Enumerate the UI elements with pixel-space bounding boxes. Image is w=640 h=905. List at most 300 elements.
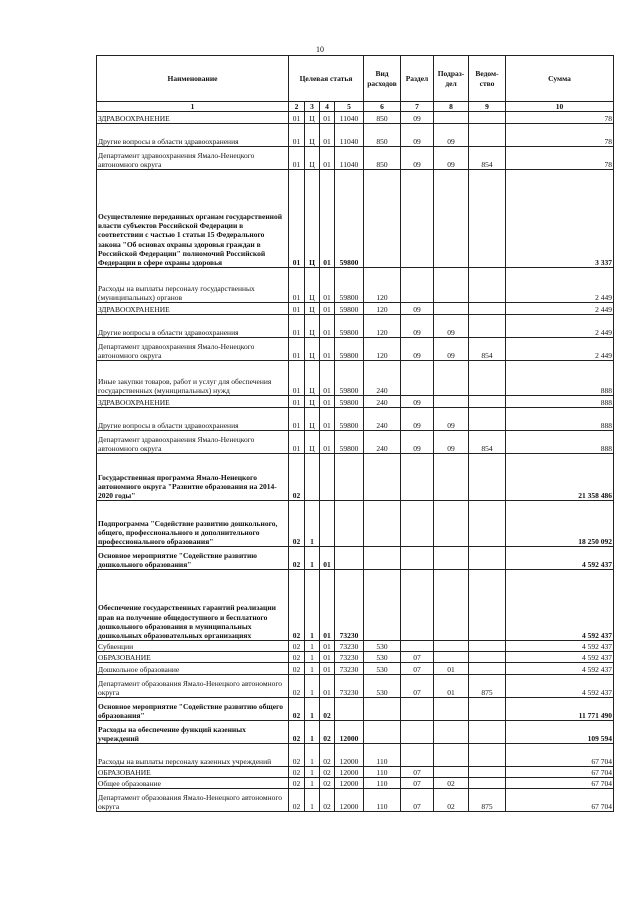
subsection-code: 09 <box>434 315 469 338</box>
column-number: 10 <box>506 102 614 112</box>
table-row <box>97 641 614 652</box>
row-name: Основное мероприятие "Содействие развитию общего образования" <box>97 698 289 721</box>
table-row <box>97 315 614 338</box>
department-code <box>469 721 506 744</box>
section-code: 07 <box>401 663 434 675</box>
row-name: Департамент образования Ямало-Ненецкого автономного округа <box>97 675 289 698</box>
expense-type-code: 850 <box>364 124 401 147</box>
amount-value: 4 592 437 <box>506 652 614 663</box>
target-code-3: 01 <box>320 570 335 641</box>
table-row <box>97 408 614 431</box>
target-code-2: 1 <box>305 721 320 744</box>
row-name: Департамент образования Ямало-Ненецкого автономного округа <box>97 789 289 812</box>
section-code: 07 <box>401 789 434 812</box>
target-code-3: 01 <box>320 652 335 663</box>
department-code: 854 <box>469 431 506 454</box>
target-code-2: 1 <box>305 547 320 570</box>
subsection-code: 02 <box>434 778 469 789</box>
target-code-2: 1 <box>305 663 320 675</box>
target-code-2: 1 <box>305 789 320 812</box>
amount-value: 21 358 486 <box>506 454 614 501</box>
department-code <box>469 408 506 431</box>
row-name: Другие вопросы в области здравоохранения <box>97 408 289 431</box>
section-code: 07 <box>401 767 434 778</box>
subsection-code <box>434 652 469 663</box>
subsection-code <box>434 112 469 124</box>
target-code-2 <box>305 454 320 501</box>
amount-value: 4 592 437 <box>506 675 614 698</box>
department-code <box>469 501 506 547</box>
target-code-2: Ц <box>305 112 320 124</box>
target-code-2: Ц <box>305 303 320 315</box>
table-row <box>97 744 614 767</box>
expense-type-code: 530 <box>364 652 401 663</box>
target-code-4: 12000 <box>335 778 364 789</box>
expense-type-code: 240 <box>364 431 401 454</box>
section-code: 09 <box>401 338 434 361</box>
row-name: Основное мероприятие "Содействие развитию дошкольного образования" <box>97 547 289 570</box>
target-code-1: 02 <box>289 641 305 652</box>
department-code <box>469 547 506 570</box>
table-row <box>97 170 614 268</box>
target-code-1: 01 <box>289 396 305 408</box>
amount-value: 888 <box>506 431 614 454</box>
department-code <box>469 663 506 675</box>
subsection-code: 01 <box>434 675 469 698</box>
target-code-2: Ц <box>305 361 320 396</box>
target-code-4: 59800 <box>335 303 364 315</box>
subsection-code: 09 <box>434 147 469 170</box>
subsection-code <box>434 501 469 547</box>
section-code <box>401 361 434 396</box>
expense-type-code: 120 <box>364 315 401 338</box>
section-code <box>401 570 434 641</box>
amount-value: 2 449 <box>506 315 614 338</box>
target-code-2: Ц <box>305 396 320 408</box>
target-code-1: 01 <box>289 303 305 315</box>
target-code-1: 01 <box>289 112 305 124</box>
section-code <box>401 268 434 303</box>
target-code-1: 01 <box>289 268 305 303</box>
amount-value: 18 250 092 <box>506 501 614 547</box>
section-code: 09 <box>401 431 434 454</box>
amount-value: 4 592 437 <box>506 547 614 570</box>
expense-type-code: 530 <box>364 641 401 652</box>
target-code-3: 01 <box>320 268 335 303</box>
target-code-4: 12000 <box>335 721 364 744</box>
row-name: Другие вопросы в области здравоохранения <box>97 124 289 147</box>
table-row <box>97 303 614 315</box>
table-row <box>97 454 614 501</box>
expense-type-code <box>364 170 401 268</box>
subsection-code: 09 <box>434 338 469 361</box>
target-code-2: 1 <box>305 675 320 698</box>
target-code-2: Ц <box>305 315 320 338</box>
department-code <box>469 652 506 663</box>
budget-table <box>96 55 614 812</box>
expense-type-code: 240 <box>364 361 401 396</box>
amount-value: 888 <box>506 408 614 431</box>
target-code-4: 73230 <box>335 675 364 698</box>
expense-type-code: 850 <box>364 147 401 170</box>
target-code-4: 11040 <box>335 112 364 124</box>
target-code-1: 01 <box>289 431 305 454</box>
target-code-1: 02 <box>289 547 305 570</box>
section-code: 09 <box>401 147 434 170</box>
target-code-3: 02 <box>320 698 335 721</box>
table-row <box>97 663 614 675</box>
target-code-2: Ц <box>305 124 320 147</box>
target-code-3: 01 <box>320 641 335 652</box>
table-row <box>97 698 614 721</box>
target-code-3: 01 <box>320 361 335 396</box>
section-code: 09 <box>401 408 434 431</box>
subsection-code <box>434 744 469 767</box>
section-code: 07 <box>401 652 434 663</box>
target-code-1: 02 <box>289 501 305 547</box>
column-number: 4 <box>320 102 335 112</box>
column-number-row <box>97 102 614 112</box>
row-name: Расходы на обеспечение функций казенных учреждений <box>97 721 289 744</box>
row-name: Расходы на выплаты персоналу государственных (муниципальных) органов <box>97 268 289 303</box>
target-code-1: 02 <box>289 454 305 501</box>
target-code-1: 02 <box>289 663 305 675</box>
target-code-3: 01 <box>320 663 335 675</box>
row-name: Осуществление переданных органам государственной власти субъектов Российской Федерации в соответствии с частью 1 статьи 15 Федерального закона "Об основах охраны здоровья граждан в Российской Федерации" полномочий Российской Федерации в сфере охраны здоровья <box>97 170 289 268</box>
target-code-1: 02 <box>289 778 305 789</box>
column-number: 5 <box>335 102 364 112</box>
amount-value: 67 704 <box>506 789 614 812</box>
target-code-1: 01 <box>289 361 305 396</box>
table-row <box>97 547 614 570</box>
subsection-code: 09 <box>434 408 469 431</box>
row-name: Подпрограмма "Содействие развитию дошкольного, общего, профессионального и дополнительного профессионального образования" <box>97 501 289 547</box>
subsection-code: 09 <box>434 124 469 147</box>
subsection-code: 09 <box>434 431 469 454</box>
target-code-4: 59800 <box>335 361 364 396</box>
department-code: 854 <box>469 338 506 361</box>
amount-value: 67 704 <box>506 778 614 789</box>
subsection-code <box>434 767 469 778</box>
target-code-2: Ц <box>305 147 320 170</box>
row-name: ОБРАЗОВАНИЕ <box>97 767 289 778</box>
department-code <box>469 361 506 396</box>
subsection-code <box>434 361 469 396</box>
expense-type-code: 110 <box>364 778 401 789</box>
target-code-3: 01 <box>320 147 335 170</box>
amount-value: 2 449 <box>506 303 614 315</box>
header-section: Раздел <box>401 56 434 102</box>
table-row <box>97 124 614 147</box>
row-name: Департамент здравоохранения Ямало-Ненецкого автономного округа <box>97 431 289 454</box>
table-row <box>97 112 614 124</box>
subsection-code <box>434 721 469 744</box>
expense-type-code: 530 <box>364 663 401 675</box>
department-code: 854 <box>469 147 506 170</box>
section-code <box>401 454 434 501</box>
target-code-2: 1 <box>305 744 320 767</box>
target-code-2: 1 <box>305 778 320 789</box>
expense-type-code: 110 <box>364 789 401 812</box>
target-code-4: 59800 <box>335 408 364 431</box>
expense-type-code <box>364 698 401 721</box>
department-code: 875 <box>469 789 506 812</box>
section-code: 09 <box>401 124 434 147</box>
subsection-code <box>434 303 469 315</box>
amount-value: 78 <box>506 147 614 170</box>
target-code-2: Ц <box>305 170 320 268</box>
target-code-1: 02 <box>289 721 305 744</box>
page-number: 10 <box>316 45 324 54</box>
target-code-4 <box>335 698 364 721</box>
target-code-1: 02 <box>289 570 305 641</box>
amount-value: 11 771 490 <box>506 698 614 721</box>
amount-value: 4 592 437 <box>506 663 614 675</box>
expense-type-code <box>364 547 401 570</box>
target-code-1: 01 <box>289 338 305 361</box>
target-code-1: 02 <box>289 767 305 778</box>
subsection-code <box>434 454 469 501</box>
expense-type-code: 120 <box>364 303 401 315</box>
section-code: 09 <box>401 315 434 338</box>
table-row <box>97 652 614 663</box>
target-code-3 <box>320 454 335 501</box>
header-expense-type: Вид расходов <box>364 56 401 102</box>
header-row <box>97 56 614 102</box>
amount-value: 78 <box>506 112 614 124</box>
table-row <box>97 570 614 641</box>
target-code-2: Ц <box>305 338 320 361</box>
target-code-2: Ц <box>305 268 320 303</box>
target-code-1: 02 <box>289 698 305 721</box>
row-name: Обеспечение государственных гарантий реализации прав на получение общедоступного и бесплатного дошкольного образования в муниципальных дошкольных образовательных организациях <box>97 570 289 641</box>
amount-value: 78 <box>506 124 614 147</box>
target-code-3: 01 <box>320 303 335 315</box>
expense-type-code: 530 <box>364 675 401 698</box>
target-code-3: 01 <box>320 431 335 454</box>
section-code: 09 <box>401 303 434 315</box>
target-code-4: 11040 <box>335 124 364 147</box>
amount-value: 3 337 <box>506 170 614 268</box>
department-code <box>469 570 506 641</box>
table-row <box>97 721 614 744</box>
department-code <box>469 303 506 315</box>
target-code-4: 12000 <box>335 767 364 778</box>
expense-type-code <box>364 501 401 547</box>
target-code-2: 1 <box>305 570 320 641</box>
target-code-4: 59800 <box>335 170 364 268</box>
amount-value: 2 449 <box>506 268 614 303</box>
target-code-4: 12000 <box>335 744 364 767</box>
target-code-4 <box>335 501 364 547</box>
section-code: 09 <box>401 112 434 124</box>
target-code-2: 1 <box>305 652 320 663</box>
row-name: ЗДРАВООХРАНЕНИЕ <box>97 396 289 408</box>
department-code <box>469 170 506 268</box>
department-code <box>469 698 506 721</box>
subsection-code <box>434 268 469 303</box>
section-code: 09 <box>401 396 434 408</box>
target-code-3: 01 <box>320 338 335 361</box>
header-target-article: Целевая статья <box>289 56 364 102</box>
target-code-3: 01 <box>320 675 335 698</box>
table-row <box>97 268 614 303</box>
amount-value: 109 594 <box>506 721 614 744</box>
department-code <box>469 315 506 338</box>
expense-type-code: 850 <box>364 112 401 124</box>
amount-value: 4 592 437 <box>506 641 614 652</box>
department-code <box>469 396 506 408</box>
target-code-3: 02 <box>320 767 335 778</box>
section-code <box>401 698 434 721</box>
row-name: Другие вопросы в области здравоохранения <box>97 315 289 338</box>
subsection-code: 02 <box>434 789 469 812</box>
row-name: ЗДРАВООХРАНЕНИЕ <box>97 112 289 124</box>
expense-type-code <box>364 454 401 501</box>
header-subsection: Подраз-дел <box>434 56 469 102</box>
target-code-3: 01 <box>320 315 335 338</box>
subsection-code: 01 <box>434 663 469 675</box>
expense-type-code: 110 <box>364 767 401 778</box>
department-code <box>469 767 506 778</box>
column-number: 8 <box>434 102 469 112</box>
target-code-3: 02 <box>320 789 335 812</box>
column-number: 1 <box>97 102 289 112</box>
column-number: 2 <box>289 102 305 112</box>
row-name: Департамент здравоохранения Ямало-Ненецкого автономного округа <box>97 147 289 170</box>
table-row <box>97 431 614 454</box>
section-code <box>401 744 434 767</box>
section-code <box>401 547 434 570</box>
subsection-code <box>434 698 469 721</box>
row-name: Субвенции <box>97 641 289 652</box>
column-number: 9 <box>469 102 506 112</box>
amount-value: 4 592 437 <box>506 570 614 641</box>
target-code-3: 01 <box>320 547 335 570</box>
target-code-1: 02 <box>289 652 305 663</box>
amount-value: 2 449 <box>506 338 614 361</box>
row-name: Департамент здравоохранения Ямало-Ненецкого автономного округа <box>97 338 289 361</box>
target-code-3: 02 <box>320 721 335 744</box>
target-code-1: 01 <box>289 408 305 431</box>
subsection-code <box>434 396 469 408</box>
department-code <box>469 454 506 501</box>
target-code-3: 01 <box>320 408 335 431</box>
row-name: Расходы на выплаты персоналу казенных учреждений <box>97 744 289 767</box>
section-code: 07 <box>401 778 434 789</box>
section-code: 07 <box>401 675 434 698</box>
target-code-3: 02 <box>320 744 335 767</box>
amount-value: 67 704 <box>506 767 614 778</box>
target-code-1: 02 <box>289 789 305 812</box>
table-row <box>97 338 614 361</box>
department-code <box>469 112 506 124</box>
target-code-4: 73230 <box>335 641 364 652</box>
target-code-4: 59800 <box>335 315 364 338</box>
table-row <box>97 501 614 547</box>
target-code-4: 73230 <box>335 663 364 675</box>
target-code-4: 59800 <box>335 396 364 408</box>
row-name: ОБРАЗОВАНИЕ <box>97 652 289 663</box>
target-code-3: 01 <box>320 124 335 147</box>
subsection-code <box>434 547 469 570</box>
table-row <box>97 396 614 408</box>
section-code <box>401 501 434 547</box>
target-code-4: 59800 <box>335 338 364 361</box>
target-code-1: 02 <box>289 675 305 698</box>
table-row <box>97 767 614 778</box>
amount-value: 888 <box>506 396 614 408</box>
expense-type-code: 110 <box>364 744 401 767</box>
row-name: Дошкольное образование <box>97 663 289 675</box>
target-code-4: 73230 <box>335 570 364 641</box>
target-code-1: 01 <box>289 315 305 338</box>
expense-type-code: 240 <box>364 408 401 431</box>
expense-type-code <box>364 570 401 641</box>
table-row <box>97 778 614 789</box>
row-name: Государственная программа Ямало-Ненецкого автономного округа "Развитие образования на 2014-2020 годы" <box>97 454 289 501</box>
column-number: 7 <box>401 102 434 112</box>
subsection-code <box>434 570 469 641</box>
target-code-4: 59800 <box>335 431 364 454</box>
target-code-4 <box>335 547 364 570</box>
table-row <box>97 789 614 812</box>
department-code <box>469 778 506 789</box>
target-code-3: 01 <box>320 170 335 268</box>
expense-type-code: 240 <box>364 396 401 408</box>
table-row <box>97 675 614 698</box>
target-code-4: 12000 <box>335 789 364 812</box>
target-code-1: 01 <box>289 124 305 147</box>
target-code-2: 1 <box>305 501 320 547</box>
section-code <box>401 641 434 652</box>
target-code-2: 1 <box>305 767 320 778</box>
target-code-2: 1 <box>305 641 320 652</box>
column-number: 6 <box>364 102 401 112</box>
expense-type-code: 120 <box>364 268 401 303</box>
column-number: 3 <box>305 102 320 112</box>
section-code <box>401 170 434 268</box>
target-code-1: 01 <box>289 170 305 268</box>
expense-type-code <box>364 721 401 744</box>
row-name: Общее образование <box>97 778 289 789</box>
department-code <box>469 268 506 303</box>
header-amount: Сумма <box>506 56 614 102</box>
department-code <box>469 641 506 652</box>
header-department: Ведом-ство <box>469 56 506 102</box>
amount-value: 888 <box>506 361 614 396</box>
header-name: Наименование <box>97 56 289 102</box>
row-name: ЗДРАВООХРАНЕНИЕ <box>97 303 289 315</box>
target-code-2: 1 <box>305 698 320 721</box>
department-code <box>469 744 506 767</box>
section-code <box>401 721 434 744</box>
target-code-1: 02 <box>289 744 305 767</box>
target-code-1: 01 <box>289 147 305 170</box>
target-code-3: 01 <box>320 396 335 408</box>
target-code-2: Ц <box>305 431 320 454</box>
target-code-4: 59800 <box>335 268 364 303</box>
expense-type-code: 120 <box>364 338 401 361</box>
target-code-4 <box>335 454 364 501</box>
department-code: 875 <box>469 675 506 698</box>
table-row <box>97 361 614 396</box>
target-code-3: 02 <box>320 778 335 789</box>
target-code-3 <box>320 501 335 547</box>
subsection-code <box>434 641 469 652</box>
subsection-code <box>434 170 469 268</box>
table-row <box>97 147 614 170</box>
